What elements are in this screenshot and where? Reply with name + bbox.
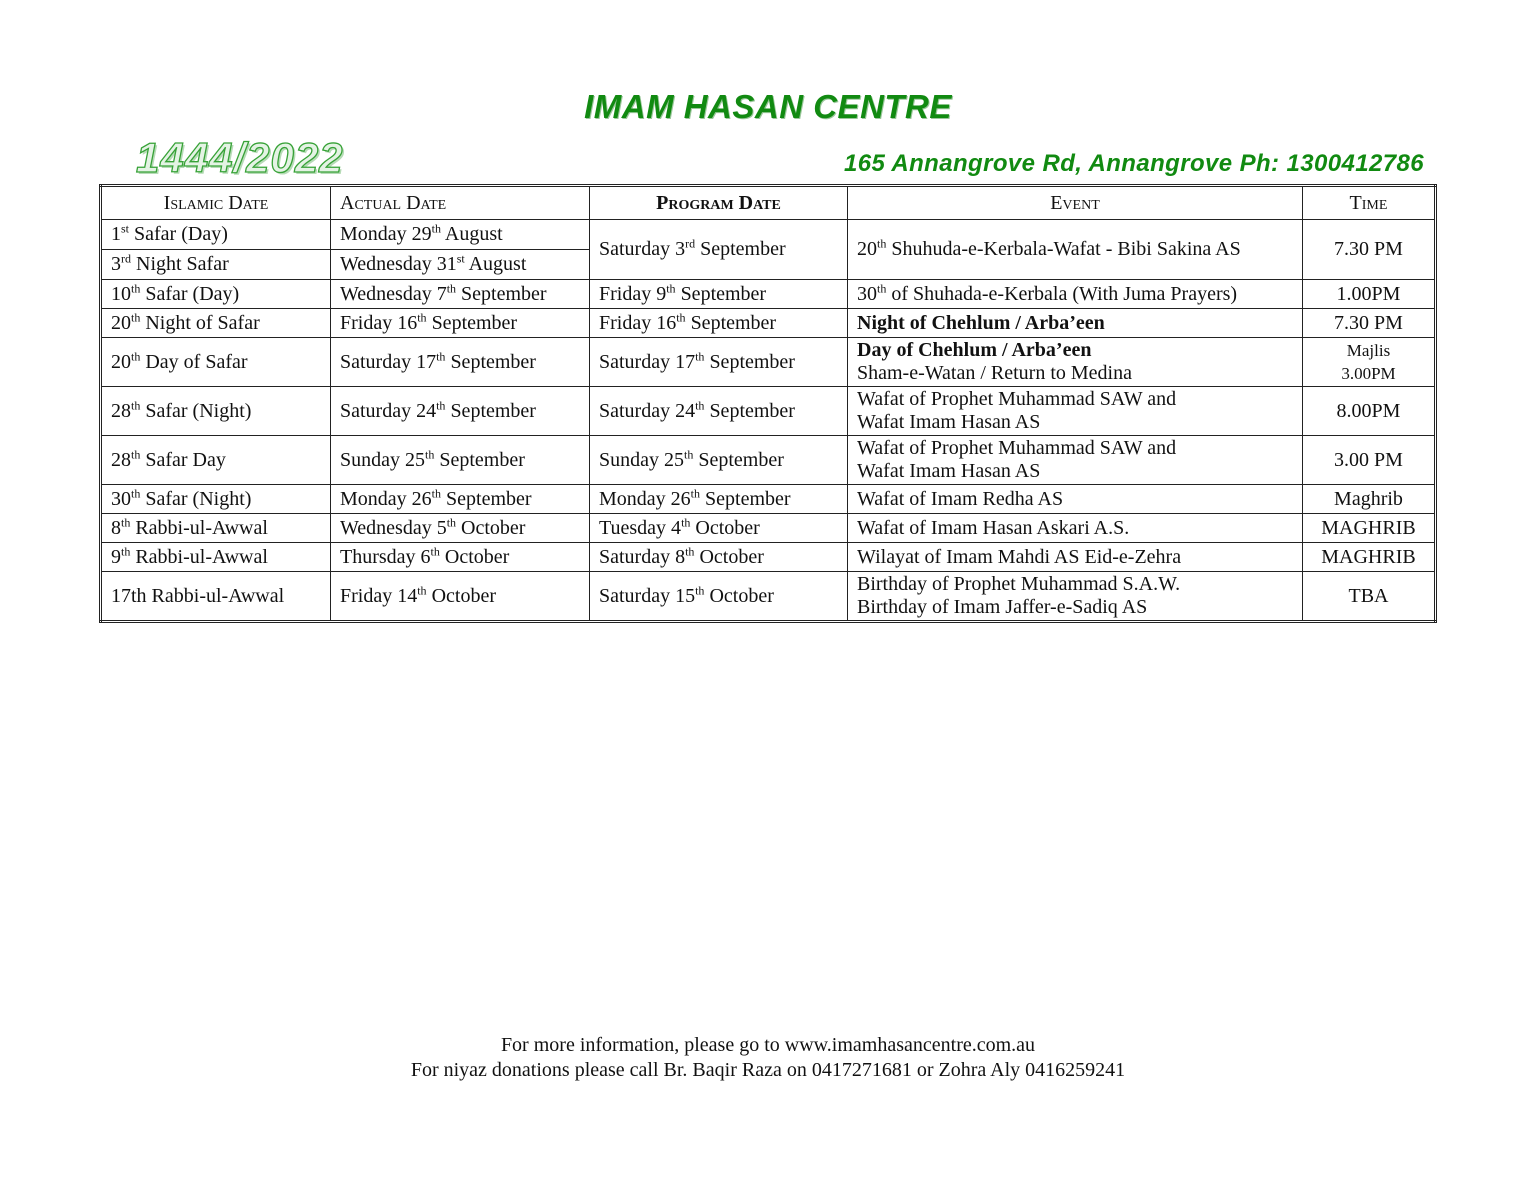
table-row (101, 220, 1436, 250)
time-cell: TBA (1303, 572, 1436, 622)
actual-date-cell: Friday 16th September (331, 309, 590, 338)
time-cell: MAGHRIB (1303, 514, 1436, 543)
islamic-date-cell: 20th Day of Safar (101, 338, 331, 387)
islamic-date-cell: 17th Rabbi-ul-Awwal (101, 572, 331, 622)
event-cell: Night of Chehlum / Arba’een (848, 309, 1303, 338)
event-cell: Wilayat of Imam Mahdi AS Eid-e-Zehra (848, 543, 1303, 572)
schedule-table (99, 184, 1437, 623)
table-row (101, 514, 1436, 543)
event-line: Sham-e-Watan / Return to Medina (857, 362, 1132, 384)
table-row (101, 436, 1436, 485)
event-line: Wafat of Prophet Muhammad SAW and (857, 388, 1177, 410)
time-line: Majlis (1346, 341, 1391, 360)
event-cell: 20th Shuhuda-e-Kerbala-Wafat - Bibi Sakina AS (848, 220, 1303, 280)
program-date-cell: Friday 9th September (590, 280, 848, 309)
table-row (101, 485, 1436, 514)
footer (0, 1033, 1536, 1083)
actual-date-cell: Monday 29th August (331, 220, 590, 250)
program-date-cell: Saturday 8th October (590, 543, 848, 572)
actual-date-cell: Saturday 24th September (331, 387, 590, 436)
islamic-date-cell: 9th Rabbi-ul-Awwal (101, 543, 331, 572)
program-date-cell: Tuesday 4th October (590, 514, 848, 543)
event-line: Birthday of Prophet Muhammad S.A.W. (857, 573, 1181, 595)
table-row (101, 543, 1436, 572)
table-row (101, 572, 1436, 622)
program-date-cell: Saturday 17th September (590, 338, 848, 387)
actual-date-cell: Wednesday 5th October (331, 514, 590, 543)
program-date-cell: Sunday 25th September (590, 436, 848, 485)
footer-donation-line: For niyaz donations please call Br. Baqir Raza on 0417271681 or Zohra Aly 0416259241 (410, 1059, 1126, 1081)
address-line: 165 Annangrove Rd, Annangrove Ph: 1300412786 (843, 150, 1424, 177)
event-cell: 30th of Shuhada-e-Kerbala (With Juma Prayers) (848, 280, 1303, 309)
event-cell: Wafat of Imam Hasan Askari A.S. (848, 514, 1303, 543)
table-row (101, 387, 1436, 436)
table-row (101, 309, 1436, 338)
time-cell: 7.30 PM (1303, 220, 1436, 280)
program-date-cell: Friday 16th September (590, 309, 848, 338)
event-line: Wafat Imam Hasan AS (857, 411, 1041, 433)
table-row (101, 280, 1436, 309)
time-cell: 1.00PM (1303, 280, 1436, 309)
actual-date-cell: Wednesday 31st August (331, 250, 590, 280)
column-header-actual-date: Actual Date (331, 186, 590, 220)
table-header-row (101, 186, 1436, 220)
event-cell (848, 387, 1303, 436)
islamic-date-cell: 30th Safar (Night) (101, 485, 331, 514)
column-header-program-date: Program Date (590, 186, 848, 220)
actual-date-cell: Sunday 25th September (331, 436, 590, 485)
column-header-time: Time (1303, 186, 1436, 220)
islamic-date-cell: 28th Safar Day (101, 436, 331, 485)
islamic-date-cell: 1st Safar (Day) (101, 220, 331, 250)
event-line: Birthday of Imam Jaffer-e-Sadiq AS (857, 596, 1148, 618)
islamic-date-cell: 3rd Night Safar (101, 250, 331, 280)
time-cell: MAGHRIB (1303, 543, 1436, 572)
event-cell (848, 338, 1303, 387)
islamic-date-cell: 20th Night of Safar (101, 309, 331, 338)
time-cell (1303, 338, 1436, 387)
actual-date-cell: Wednesday 7th September (331, 280, 590, 309)
time-cell: 8.00PM (1303, 387, 1436, 436)
islamic-date-cell: 10th Safar (Day) (101, 280, 331, 309)
event-cell (848, 572, 1303, 622)
footer-info-line: For more information, please go to www.imamhasancentre.com.au (500, 1034, 1036, 1056)
time-line: 3.00PM (1341, 364, 1396, 383)
event-cell: Wafat of Imam Redha AS (848, 485, 1303, 514)
islamic-date-cell: 28th Safar (Night) (101, 387, 331, 436)
time-cell: 3.00 PM (1303, 436, 1436, 485)
table-row (101, 338, 1436, 387)
actual-date-cell: Friday 14th October (331, 572, 590, 622)
actual-date-cell: Thursday 6th October (331, 543, 590, 572)
event-line: Day of Chehlum / Arba’een (857, 339, 1092, 361)
actual-date-cell: Monday 26th September (331, 485, 590, 514)
year-label: 1444/2022 (136, 134, 344, 181)
column-header-islamic-date: Islamic Date (101, 186, 331, 220)
time-cell: Maghrib (1303, 485, 1436, 514)
actual-date-cell: Saturday 17th September (331, 338, 590, 387)
program-date-cell: Saturday 24th September (590, 387, 848, 436)
program-date-cell: Saturday 3rd September (590, 220, 848, 280)
event-cell (848, 436, 1303, 485)
program-date-cell: Saturday 15th October (590, 572, 848, 622)
column-header-event: Event (848, 186, 1303, 220)
event-line: Wafat Imam Hasan AS (857, 460, 1041, 482)
islamic-date-cell: 8th Rabbi-ul-Awwal (101, 514, 331, 543)
program-date-cell: Monday 26th September (590, 485, 848, 514)
page-title: IMAM HASAN CENTRE (584, 88, 952, 125)
event-line: Wafat of Prophet Muhammad SAW and (857, 437, 1177, 459)
time-cell: 7.30 PM (1303, 309, 1436, 338)
